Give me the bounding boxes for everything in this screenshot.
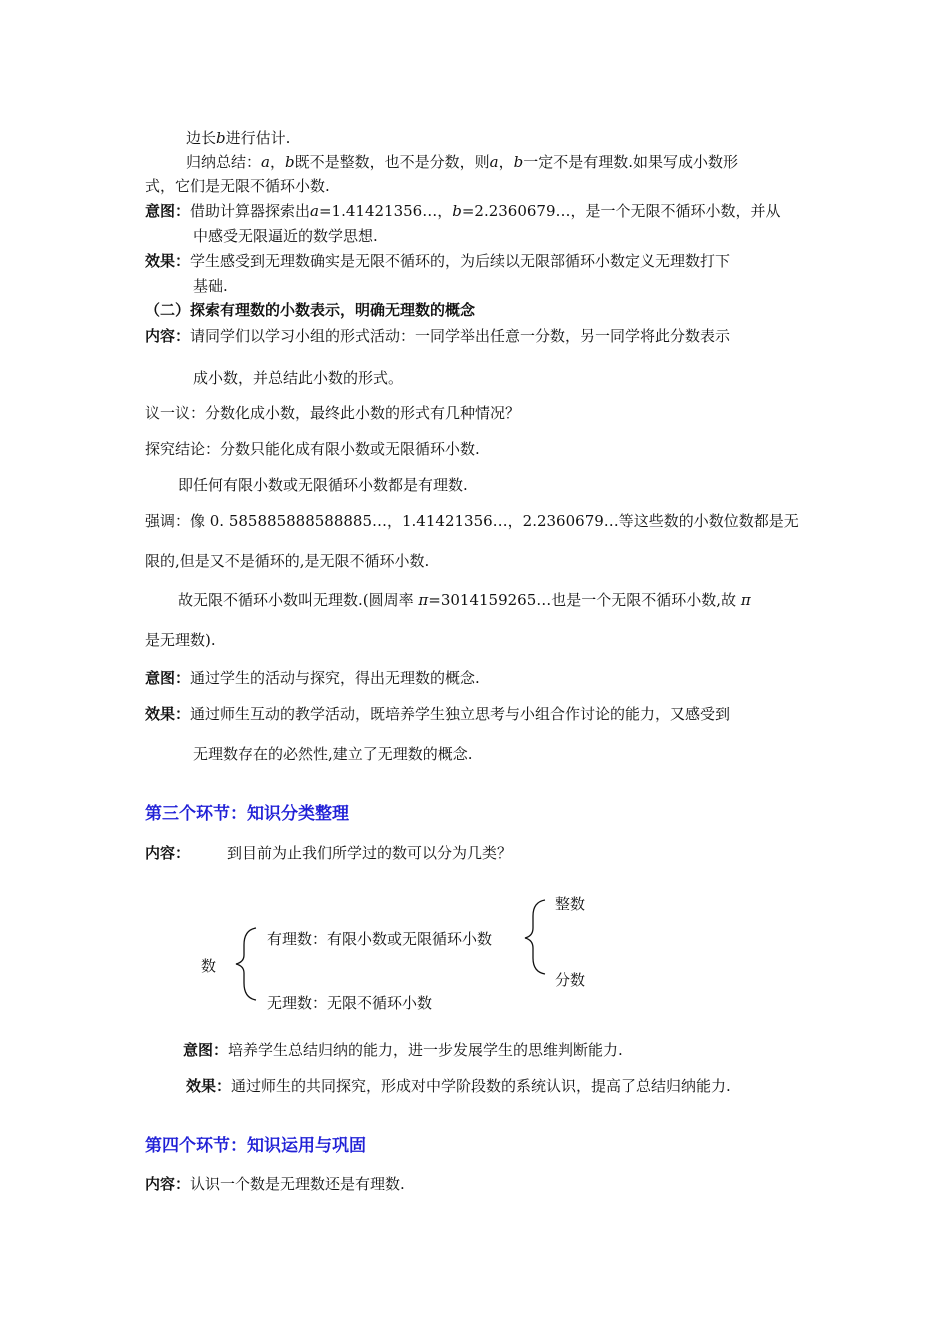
text-line: 归纳总结：a，b既不是整数，也不是分数，则a，b一定不是有理数.如果写成小数形 — [186, 153, 738, 171]
tree-integer: 整数 — [555, 895, 586, 913]
tree-rational: 有理数：有限小数或无限循环小数 — [267, 930, 493, 948]
tree-root: 数 — [201, 957, 217, 975]
text-line: 强调：像 0. 585885888588885…，1.41421356…，2.2360679…等这些数的小数位数都是无 — [145, 512, 799, 530]
text-line: 中感受无限逼近的数学思想. — [193, 227, 378, 245]
text-line: 故无限不循环小数叫无理数.(圆周率 π=3014159265…也是一个无限不循环小数,故 π — [178, 591, 751, 609]
content-line: 内容：请同学们以学习小组的形式活动：一同学举出任意一分数，另一同学将此分数表示 — [145, 327, 731, 345]
text-line: 式，它们是无限不循环小数. — [145, 177, 330, 195]
tree-fraction: 分数 — [555, 971, 586, 989]
text-line: 议一议：分数化成小数，最终此小数的形式有几种情况？ — [145, 404, 521, 422]
text-line: 成小数，并总结此小数的形式。 — [193, 369, 404, 387]
outer-brace — [236, 928, 256, 1000]
content-line: 内容：认识一个数是无理数还是有理数. — [145, 1175, 405, 1193]
text-line: 即任何有限小数或无限循环小数都是有理数. — [178, 476, 468, 494]
text-line: 探究结论：分数只能化成有限小数或无限循环小数. — [145, 440, 480, 458]
content-text: 到目前为止我们所学过的数可以分为几类？ — [227, 844, 513, 862]
intent-line: 意图：借助计算器探索出a=1.41421356…，b=2.2360679…，是一个无限不循环小数，并从 — [145, 202, 781, 220]
tree-irrational: 无理数：无限不循环小数 — [267, 994, 433, 1012]
text-line: 边长b进行估计. — [186, 129, 291, 147]
content-line: 内容： — [145, 844, 191, 862]
intent-line: 意图：通过学生的活动与探究，得出无理数的概念. — [145, 669, 480, 687]
effect-line: 效果：学生感受到无理数确实是无限不循环的，为后续以无限部循环小数定义无理数打下 — [145, 252, 731, 270]
section-heading: （二）探索有理数的小数表示，明确无理数的概念 — [145, 301, 476, 319]
text-line: 限的,但是又不是循环的,是无限不循环小数. — [145, 552, 430, 570]
section-title: 第四个环节：知识运用与巩固 — [145, 1136, 366, 1156]
intent-line: 意图：培养学生总结归纳的能力，进一步发展学生的思维判断能力. — [183, 1041, 623, 1059]
text-line: 是无理数). — [145, 631, 216, 649]
effect-line: 效果：通过师生互动的教学活动，既培养学生独立思考与小组合作讨论的能力，又感受到 — [145, 705, 731, 723]
inner-brace — [525, 900, 545, 974]
effect-line: 效果：通过师生的共同探究，形成对中学阶段数的系统认识，提高了总结归纳能力. — [186, 1077, 731, 1095]
section-title: 第三个环节：知识分类整理 — [145, 804, 349, 824]
text-line: 基础. — [193, 277, 228, 295]
text-line: 无理数存在的必然性,建立了无理数的概念. — [193, 745, 473, 763]
